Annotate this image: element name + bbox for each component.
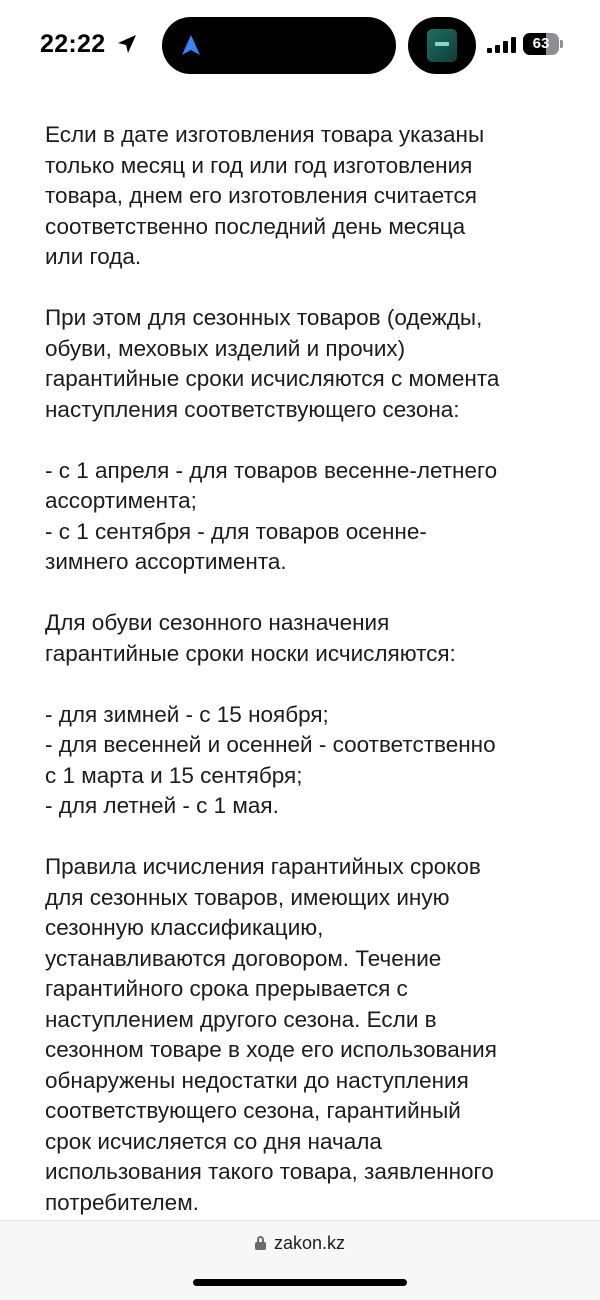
status-bar: [0, 0, 600, 92]
app-thumbnail-icon: [427, 29, 457, 62]
signal-bars-icon: [487, 37, 517, 53]
paragraph-date-rule: [45, 120, 565, 273]
dynamic-island-app[interactable]: [408, 17, 476, 74]
text-line: устанавливаются договором. Течение: [45, 945, 442, 971]
list-item: зимнего ассортимента.: [45, 549, 287, 574]
lock-icon: [255, 1236, 266, 1250]
text-line: товара, днем его изготовления считается: [45, 183, 477, 208]
list-item: - для летней - с 1 мая.: [45, 793, 279, 818]
list-item: - с 1 апреля - для товаров весенне-летнего: [45, 457, 498, 483]
battery-icon: [523, 33, 563, 55]
text-line: соответственно последний день месяца: [45, 213, 466, 239]
text-line: обуви, меховых изделий и прочих): [45, 335, 406, 361]
list-footwear-dates: [45, 700, 565, 822]
dynamic-island[interactable]: [162, 17, 396, 74]
navigation-arrow-icon: [180, 34, 202, 56]
status-time: 22:22: [40, 30, 106, 58]
text-line: Для обуви сезонного назначения: [45, 610, 390, 635]
battery-percent: 63: [532, 35, 550, 52]
text-line: использования такого товара, заявленного: [45, 1159, 494, 1184]
text-line: гарантийные сроки носки исчисляются:: [45, 640, 456, 666]
paragraph-seasonal-goods: [45, 303, 565, 425]
text-line: При этом для сезонных товаров (одежды,: [45, 305, 483, 330]
text-line: только месяц и год или год изготовления: [45, 152, 473, 178]
text-line: соответствующего сезона, гарантийный: [45, 1098, 461, 1123]
list-item: - с 1 сентября - для товаров осенне-: [45, 518, 427, 544]
text-line: наступлением другого сезона. Если в: [45, 1006, 437, 1032]
address-bar[interactable]: [0, 1233, 600, 1254]
list-item: ассортимента;: [45, 488, 197, 513]
text-line: или года.: [45, 244, 142, 269]
list-item: - для весенней и осенней - соответственно: [45, 732, 496, 757]
text-line: потребителем.: [45, 1189, 199, 1215]
text-line: наступления соответствующего сезона:: [45, 396, 460, 422]
list-item: - для зимней - с 15 ноября;: [45, 701, 329, 727]
location-arrow-icon: [117, 34, 137, 54]
text-line: срок исчисляется со дня начала: [45, 1128, 382, 1154]
text-line: обнаружены недостатки до наступления: [45, 1067, 469, 1093]
paragraph-footwear: [45, 608, 565, 669]
text-line: Правила исчисления гарантийных сроков: [45, 854, 481, 879]
text-line: гарантийного срока прерывается с: [45, 976, 408, 1001]
text-line: для сезонных товаров, имеющих иную: [45, 884, 450, 910]
browser-bottom-bar: [0, 1220, 600, 1300]
text-line: сезонную классификацию,: [45, 915, 324, 940]
paragraph-rules: [45, 852, 565, 1218]
text-line: Если в дате изготовления товара указаны: [45, 122, 485, 147]
text-line: гарантийные сроки исчисляются с момента: [45, 366, 500, 391]
list-item: с 1 марта и 15 сентября;: [45, 762, 303, 788]
text-line: сезонном товаре в ходе его использования: [45, 1037, 497, 1062]
url-text: zakon.kz: [273, 1233, 346, 1253]
list-season-dates: [45, 456, 565, 578]
home-indicator[interactable]: [193, 1279, 407, 1286]
article-body: [45, 120, 565, 1249]
